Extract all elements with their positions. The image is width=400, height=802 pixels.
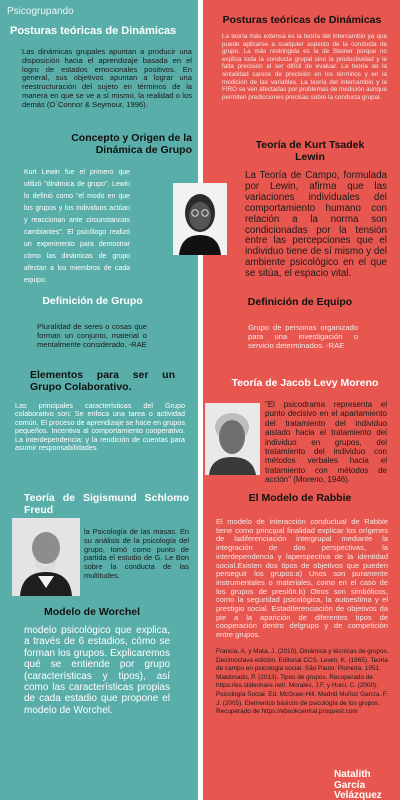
portrait-freud-photo (12, 518, 80, 596)
references-text: Francia, A. y Mata, J. (2010). Dinámica y técnicas de grupos. Decimoctava edición. Editorial CCS. Lewin, K. (1965). Teoria de campo en psicologia social. São Paulo: Pioneira, 1951. Maldonado, P. (2013). Tipos de grupos. Recuperado de https://es.slideshare.net/. Morales, J.F. y Huici, C. (2000). Psicología Social. Ed. McGraw-Hill. Madrid Muñoz García. F. J. (2005). Elementos básicos de psicología de los grupos. Recuperado de https://ebookcentral.proquest.com (216, 648, 389, 716)
lewin-body: La Teoría de Campo, formulada por Lewin, afirma que las variaciones individuales del comportamiento humano con relación a la norma son condicionadas por la tensión entre las percepciones que el individuo tiene de sí mismo y del ambiente psicológico en el que se sitúa, el espacio vital. (245, 170, 387, 280)
right-posturas-body: La teoría más extensa es la teoría del intercambio ya que puede aplicarse a cualquier aspecto de la conducta de grupo. La más restringida es la de Steiner porque no explica toda la conducta grupal sino la productividad y le falta precisión al ser difícil de evaluar. La teoría de la sintalidad carece de precisión en los términos y en la medición de las variables. La teoría del intercambio y la FIRO se ven afectadas por problemas de medición aunque permiten predicciones precisas sobre la conducta grupal. (222, 33, 387, 101)
brand-title: Psicogrupando (7, 6, 74, 17)
moreno-title: Teoría de Jacob Levy Moreno (231, 377, 379, 389)
rabbie-body: El modelo de interacción conductual de Rabbie tiene como principal finalidad explicar los orígenes de ladiferenciación intergrupal mediante la integración de dos perspectivas, la interdependencia y laperspectiva de la identidad social.Existen dos tipos de objetivos que pueden perseguir los grupos:a) Unos son puramente instrumentales o materiales, como en el caso de los grupos de presión.b) Otros son simbólicos, como la seguridad psicológica, la autoestima y el prestigio social. Estadiferenciación de objetivos da pie a la aparición de diferentes tipos de cooperación dentro delgrupo y de competición entre grupos. (216, 517, 388, 640)
portrait-lewin-photo (173, 183, 227, 255)
right-posturas-title: Posturas teóricas de Dinámicas (222, 14, 382, 26)
concepto-title: Concepto y Origen de la Dinámica de Grupo (71, 132, 192, 156)
concepto-body: Kurt Lewin fue el primero que utilizó "dinámica de grupo". Lewin lo definió como "el modo en que los grupos y los individuos actúan y reaccionan ante circunstancias cambiantes". El psicólogo realizó un experimento para demostrar cómo las dinámicas de grupo afectan a los miembros de cada equipo. (24, 169, 130, 284)
worchel-title: Modelo de Worchel (44, 606, 141, 618)
portrait-moreno-photo (205, 403, 260, 475)
rabbie-title: El Modelo de Rabbie (248, 492, 352, 504)
elementos-title: Elementos para ser un Grupo Colaborativo. (30, 369, 175, 393)
portrait-lewin-icon (173, 183, 227, 255)
author-name: Natalith García Velázquez (334, 769, 382, 802)
definicion-grupo-body: Pluralidad de seres o cosas que forman un conjunto, material o mentalmente considerado. -RAE (37, 322, 147, 350)
worchel-body: modelo psicológico que explica, a través de 6 estadios, cómo se forman los grupos. Explicaremos qué se entiende por grupo (características y tipos), así como las características propias de cada estadio que propone el modelo de Worchel. (24, 625, 170, 716)
left-posturas-title: Posturas teóricas de Dinámicas (10, 25, 177, 37)
freud-title: Teoría de Sigismund Schlomo Freud (24, 492, 189, 516)
definicion-equipo-title: Definición de Equipo (247, 296, 353, 308)
freud-body: la Psicología de las masas. En su análisis de la psicología del grupo, tomó como punto de partida el estudio de G. Le Bon sobre la conducta de las multitudes. (84, 527, 189, 580)
left-posturas-body: Las dinámicas grupales apuntan a producir una disposición hacia el aprendizaje basada en el logro de estados emocionales positivos. En general, sus objetivos apuntan a lograr una reestructuración del sujeto en términos de la manera en que se ve a sí mismo, la realidad o los demás (O´Connor & Seymour, 1996). (22, 47, 192, 109)
definicion-equipo-body: Grupo de personas organizado para una investigación o servicio determinados. -RAE (248, 323, 358, 350)
definicion-grupo-title: Definición de Grupo (42, 295, 143, 307)
column-divider (198, 0, 203, 800)
elementos-body: Las principales características del Grupo colaborativo son: Se enfoca una tarea o actividad común. El proceso de aprendizaje se hace en grupos pequeños. Incentiva al comportamiento cooperativo. La interdependencia; y la rendición de cuentas para asumir responsabilidades. (15, 401, 185, 453)
lewin-title: Teoría de Kurt Tsadek Lewin (255, 139, 365, 163)
moreno-body: "El psicodrama representa el punto decisivo en el apartamiento del tratamiento del individuo aislado hacia el tratamiento del individuo en grupos, del tratamiento del individuo con métodos verbales hacia el tratamiento con métodos de acción" (Moreno, 1946). (265, 400, 387, 485)
portrait-freud-icon (12, 518, 80, 596)
portrait-moreno-icon (205, 403, 260, 475)
